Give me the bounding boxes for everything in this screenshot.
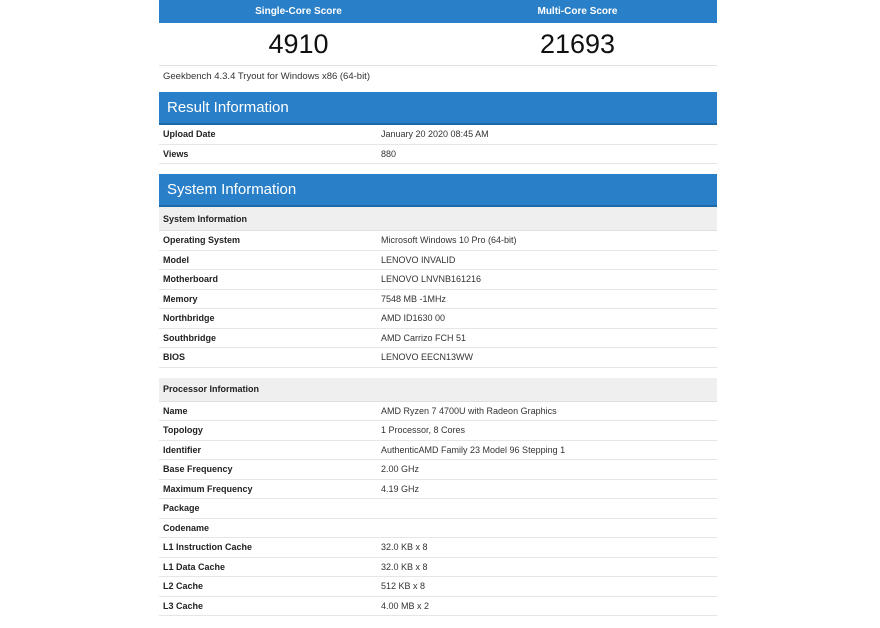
row-key: BIOS (163, 352, 186, 363)
system-information-header: System Information (159, 174, 717, 207)
row-value: 4.19 GHz (381, 483, 420, 494)
table-row (159, 519, 717, 539)
row-value: LENOVO LNVNB161216 (381, 274, 482, 285)
score-header (159, 0, 717, 23)
row-value: 32.0 KB x 8 (381, 542, 428, 553)
row-value: 512 KB x 8 (381, 581, 426, 592)
table-row (159, 577, 717, 597)
result-information-header: Result Information (159, 92, 717, 125)
row-value: AuthenticAMD Family 23 Model 96 Stepping 1 (381, 444, 566, 455)
row-value: AMD ID1630 00 (381, 313, 446, 324)
multi-core-label: Multi-Core Score (537, 6, 618, 17)
table-row (159, 329, 717, 349)
single-core-score: 4910 (268, 28, 329, 59)
row-key: Southbridge (163, 332, 216, 343)
single-core-label: Single-Core Score (255, 6, 342, 17)
row-key: Operating System (163, 235, 241, 246)
result-information-table (159, 125, 717, 164)
row-value: 32.0 KB x 8 (381, 561, 428, 572)
row-key: L3 Cache (163, 600, 204, 611)
row-key: L2 Cache (163, 581, 204, 592)
table-row (159, 499, 717, 519)
table-row (159, 251, 717, 271)
system-section-header: System Information (159, 207, 717, 231)
row-key: Northbridge (163, 313, 215, 324)
table-row (159, 538, 717, 558)
table-row (159, 290, 717, 310)
row-key: Package (163, 503, 200, 514)
row-value: LENOVO INVALID (381, 254, 456, 265)
row-key: L1 Instruction Cache (163, 542, 253, 553)
system-information-table (159, 231, 717, 368)
row-value: 4.00 MB x 2 (381, 600, 430, 611)
row-key: Model (163, 254, 189, 265)
row-key: Base Frequency (163, 464, 233, 475)
table-row (159, 597, 717, 617)
row-value: 880 (381, 148, 397, 159)
row-value: AMD Ryzen 7 4700U with Radeon Graphics (381, 405, 557, 416)
table-row (159, 309, 717, 329)
table-row (159, 145, 717, 165)
row-key: Topology (163, 425, 203, 436)
benchmark-result-page (159, 0, 717, 616)
row-key: Identifier (163, 444, 202, 455)
table-row (159, 348, 717, 368)
table-row (159, 270, 717, 290)
table-row (159, 402, 717, 422)
row-key: Upload Date (163, 129, 216, 140)
row-value: AMD Carrizo FCH 51 (381, 332, 467, 343)
row-key: Memory (163, 293, 198, 304)
row-key: Codename (163, 522, 210, 533)
table-row (159, 231, 717, 251)
table-row (159, 421, 717, 441)
processor-information-table (159, 402, 717, 617)
row-value: 2.00 GHz (381, 464, 420, 475)
row-key: Views (163, 148, 189, 159)
row-key: L1 Data Cache (163, 561, 226, 572)
table-row (159, 558, 717, 578)
row-value: 1 Processor, 8 Cores (381, 425, 466, 436)
processor-section-header: Processor Information (159, 378, 717, 402)
table-row (159, 460, 717, 480)
row-key: Maximum Frequency (163, 483, 253, 494)
table-row (159, 441, 717, 461)
row-value: 7548 MB -1MHz (381, 293, 447, 304)
row-value: LENOVO EECN13WW (381, 352, 474, 363)
row-key: Name (163, 405, 188, 416)
table-row (159, 480, 717, 500)
score-values (159, 23, 717, 66)
table-row (159, 125, 717, 145)
row-key: Motherboard (163, 274, 218, 285)
multi-core-score: 21693 (539, 28, 616, 59)
row-value: January 20 2020 08:45 AM (381, 129, 489, 140)
row-value: Microsoft Windows 10 Pro (64-bit) (381, 235, 517, 246)
version-text: Geekbench 4.3.4 Tryout for Windows x86 (64-bit) (163, 71, 370, 82)
